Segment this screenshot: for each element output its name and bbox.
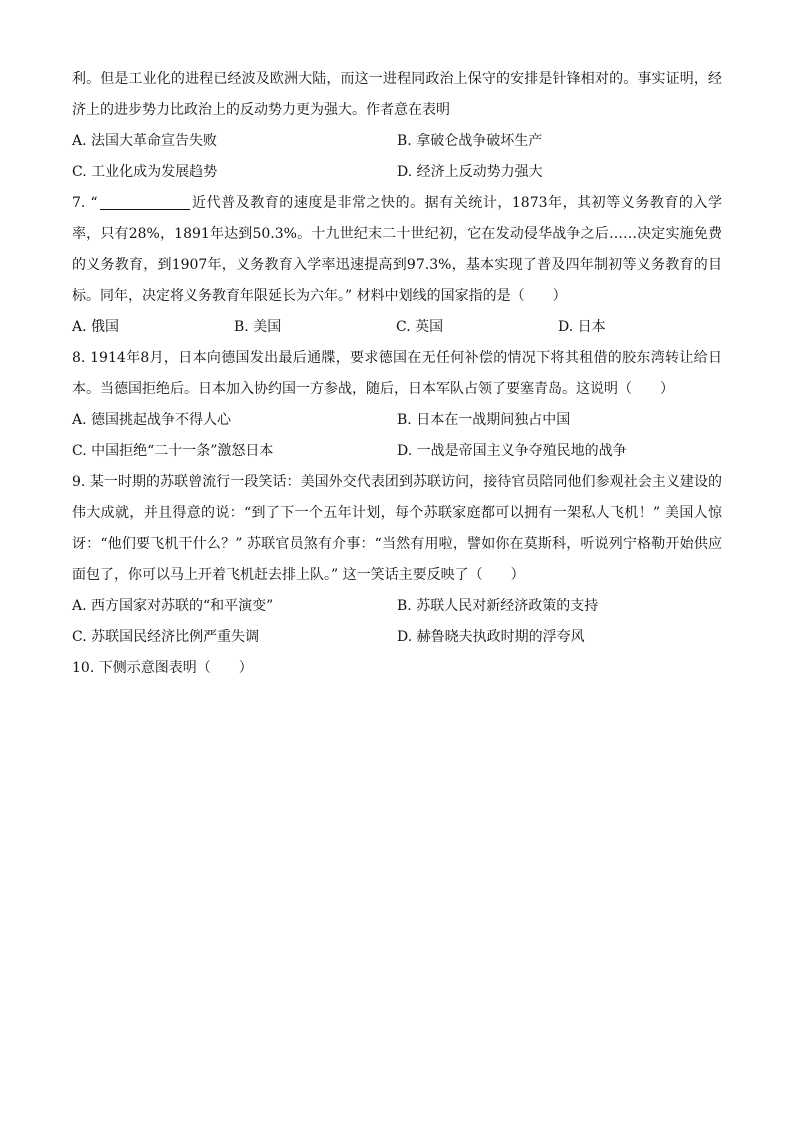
exam-page (72, 64, 722, 684)
option-a[interactable]: A. 法国大革命宣告失败 (72, 133, 218, 149)
question-6 (72, 64, 722, 188)
option-a[interactable]: A. 俄国 (72, 319, 120, 335)
option-c[interactable]: C. 中国拒绝“二十一条”激怒日本 (72, 443, 274, 459)
question-10 (72, 653, 722, 684)
question-8-stem: 8. 1914年8月，日本向德国发出最后通牒，要求德国在无任何补偿的情况下将其租借的胶东湾转让给日本。当德国拒绝后。日本加入协约国一方参战，随后，日本军队占领了要塞青岛。这说明（ ） (72, 350, 722, 397)
question-7-prefix: 7. “ (72, 195, 98, 211)
option-d[interactable]: D. 一战是帝国主义争夺殖民地的战争 (397, 443, 627, 459)
answer-blank (100, 193, 190, 210)
question-9 (72, 467, 722, 653)
question-8-options (72, 405, 722, 467)
question-9-stem: 9. 某一时期的苏联曾流行一段笑话：美国外交代表团到苏联访问，接待官员陪同他们参观社会主义建设的伟大成就，并且得意的说：“到了下一个五年计划，每个苏联家庭都可以拥有一架私人飞机！” 美国人惊讶：“他们要飞机干什么？” 苏联官员煞有介事：“当然有用啦，譬如你在莫斯科，听说列宁格勒开始供应面包了，你可以马上开着飞机赶去排上队。” 这一笑话主要反映了（ ） (72, 474, 722, 583)
question-6-options (72, 126, 722, 188)
option-b[interactable]: B. 苏联人民对新经济政策的支持 (397, 598, 599, 614)
question-7-stem (72, 188, 722, 312)
option-c[interactable]: C. 工业化成为发展趋势 (72, 164, 218, 180)
option-d[interactable]: D. 经济上反动势力强大 (397, 164, 543, 180)
question-10-stem: 10. 下侧示意图表明（ ） (72, 660, 253, 676)
option-c[interactable]: C. 苏联国民经济比例严重失调 (72, 629, 260, 645)
question-9-options (72, 591, 722, 653)
option-d[interactable]: D. 赫鲁晓夫执政时期的浮夸风 (397, 629, 585, 645)
option-b[interactable]: B. 美国 (234, 319, 282, 335)
option-a[interactable]: A. 西方国家对苏联的“和平演变” (72, 598, 274, 614)
question-7-text: 近代普及教育的速度是非常之快的。据有关统计，1873年，其初等义务教育的入学率，只有28%，1891年达到50.3%。十九世纪末二十世纪初，它在发动侵华战争之后……决定实施免费的义务教育，到1907年，义务教育入学率迅速提高到97.3%，基本实现了普及四年制初等义务教育的目标。同年，决定将义务教育年限延长为六年。” 材料中划线的国家指的是（ ） (72, 195, 722, 304)
option-c[interactable]: C. 英国 (396, 319, 444, 335)
option-d[interactable]: D. 日本 (558, 319, 606, 335)
question-6-stem: 利。但是工业化的进程已经波及欧洲大陆，而这一进程同政治上保守的安排是针锋相对的。事实证明，经济上的进步势力比政治上的反动势力更为强大。作者意在表明 (72, 71, 722, 118)
question-8 (72, 343, 722, 467)
option-b[interactable]: B. 拿破仑战争破坏生产 (397, 133, 543, 149)
option-a[interactable]: A. 德国挑起战争不得人心 (72, 412, 232, 428)
question-7 (72, 188, 722, 343)
question-7-options (72, 312, 722, 343)
option-b[interactable]: B. 日本在一战期间独占中国 (397, 412, 571, 428)
